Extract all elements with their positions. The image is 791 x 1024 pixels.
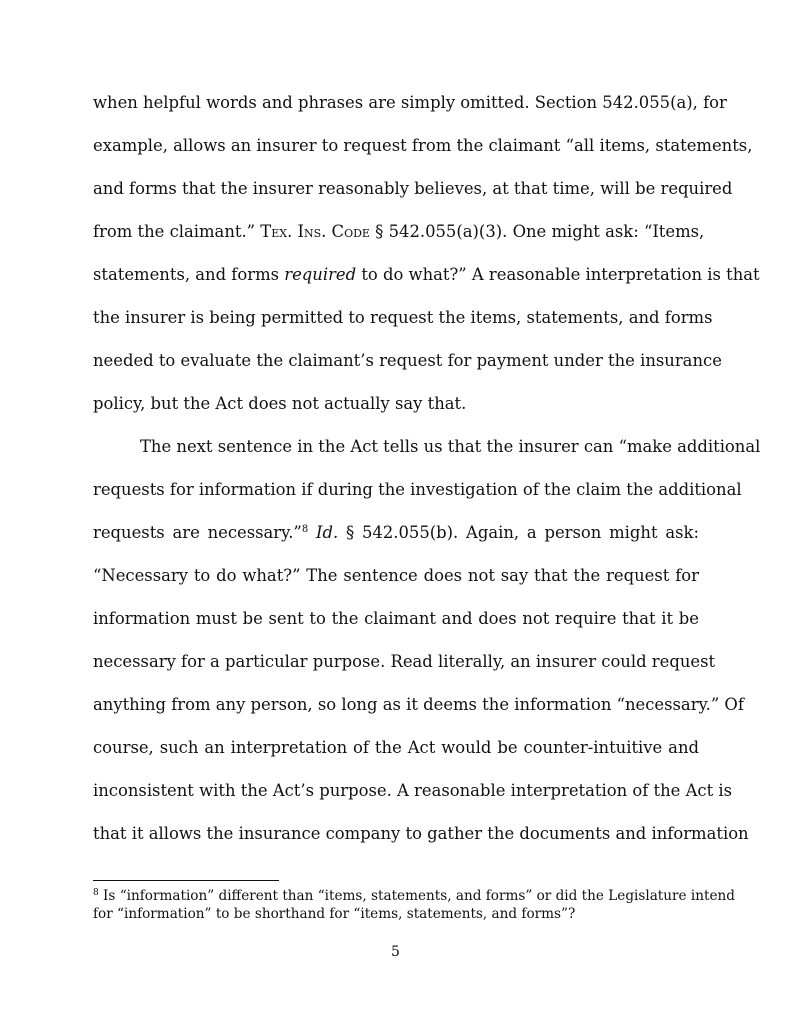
body-line: requests for information if during the investigation of the claim the additional: [93, 480, 742, 499]
footnote-marker: 8: [93, 888, 99, 898]
emphasis: Id.: [316, 523, 339, 542]
body-line: necessary for a particular purpose. Read literally, an insurer could request: [93, 652, 716, 671]
body-line: inconsistent with the Act’s purpose. A reasonable interpretation of the Act is: [93, 781, 733, 800]
footnote-separator: [93, 880, 279, 881]
body-line: [93, 521, 699, 545]
footnote-text: Is “information” different than “items, statements, and forms” or did the Legislature intend: [98, 888, 735, 904]
body-line: The next sentence in the Act tells us that the insurer can “make additional: [140, 437, 761, 456]
text-run: requests are necessary.”: [93, 523, 302, 542]
body-line: example, allows an insurer to request from the claimant “all items, statements,: [93, 136, 753, 155]
footnote-reference[interactable]: 8: [301, 524, 309, 535]
body-line: [93, 263, 760, 287]
text-run: statements, and forms: [93, 265, 285, 284]
body-line: “Necessary to do what?” The sentence does not say that the request for: [93, 566, 699, 585]
body-line: that it allows the insurance company to gather the documents and information: [93, 824, 749, 843]
text-run: from the claimant.”: [93, 222, 261, 241]
body-line: the insurer is being permitted to request the items, statements, and forms: [93, 308, 713, 327]
footnote-line: for “information” to be shorthand for “items, statements, and forms”?: [93, 906, 576, 922]
text-run: § 542.055(b). Again, a person might ask:: [338, 523, 699, 542]
body-line: and forms that the insurer reasonably believes, at that time, will be required: [93, 179, 733, 198]
body-line: needed to evaluate the claimant’s request for payment under the insurance: [93, 351, 722, 370]
body-line: when helpful words and phrases are simply omitted. Section 542.055(a), for: [93, 93, 727, 112]
footnote-line: [93, 887, 735, 905]
page-number: 5: [391, 944, 400, 960]
body-line: anything from any person, so long as it deems the information “necessary.” Of: [93, 695, 744, 714]
body-line: [93, 220, 705, 244]
text-run: § 542.055(a)(3). One might ask: “Items,: [369, 222, 705, 241]
statute-citation: Tex. Ins. Code: [260, 222, 370, 241]
emphasis: required: [284, 265, 357, 284]
body-line: policy, but the Act does not actually say that.: [93, 394, 467, 413]
body-line: course, such an interpretation of the Act would be counter-intuitive and: [93, 738, 699, 757]
text-run: to do what?” A reasonable interpretation is that: [356, 265, 760, 284]
body-line: information must be sent to the claimant and does not require that it be: [93, 609, 699, 628]
